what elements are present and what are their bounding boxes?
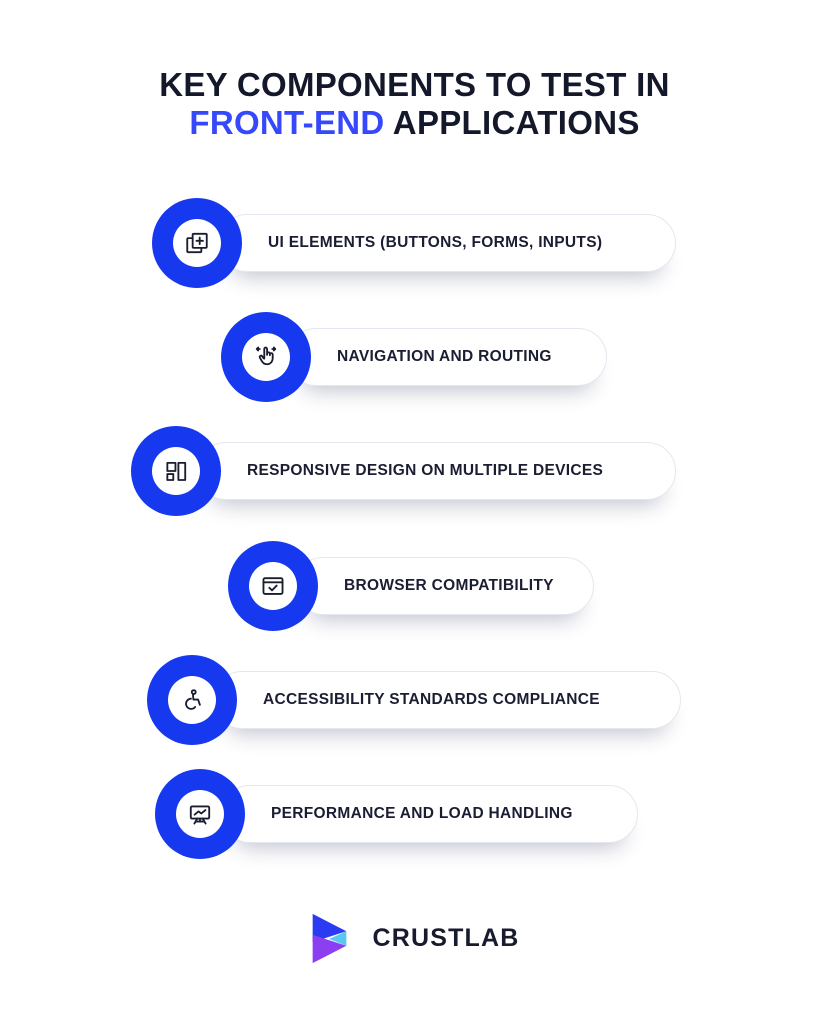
crustlab-logo-icon [309, 912, 350, 965]
item-label: RESPONSIVE DESIGN ON MULTIPLE DEVICES [247, 462, 604, 479]
item-icon-disc [249, 562, 297, 610]
list-item-responsive-design [131, 426, 676, 516]
brand-wordmark: CRUSTLAB [372, 924, 520, 952]
title-line1: KEY COMPONENTS TO TEST IN [159, 66, 670, 103]
swipe-gesture-icon [253, 344, 279, 370]
item-icon-badge [228, 541, 318, 631]
accessibility-icon [179, 687, 205, 713]
title-line2 [0, 104, 829, 142]
item-icon-disc [152, 447, 200, 495]
footer-brand [0, 912, 829, 965]
item-icon-badge [155, 769, 245, 859]
title-line2-rest: APPLICATIONS [384, 104, 640, 141]
item-icon-badge [152, 198, 242, 288]
item-label: PERFORMANCE AND LOAD HANDLING [271, 805, 573, 822]
layout-icon [163, 458, 189, 484]
item-label: ACCESSIBILITY STANDARDS COMPLIANCE [263, 691, 600, 708]
title-highlight: FRONT-END [189, 104, 385, 141]
browser-check-icon [260, 573, 286, 599]
copy-plus-icon [184, 230, 210, 256]
item-icon-disc [242, 333, 290, 381]
item-label: UI ELEMENTS (BUTTONS, FORMS, INPUTS) [268, 234, 603, 251]
item-label: BROWSER COMPATIBILITY [344, 577, 554, 594]
list-item-accessibility [147, 655, 681, 745]
item-icon-badge [147, 655, 237, 745]
item-icon-badge [221, 312, 311, 402]
item-icon-disc [168, 676, 216, 724]
list-item-navigation-routing [221, 312, 607, 402]
item-label: NAVIGATION AND ROUTING [337, 348, 552, 365]
item-icon-disc [176, 790, 224, 838]
page-title [0, 66, 829, 142]
list-item-ui-elements [152, 198, 676, 288]
list-item-performance [155, 769, 638, 859]
item-icon-disc [173, 219, 221, 267]
performance-board-icon [187, 801, 213, 827]
item-icon-badge [131, 426, 221, 516]
list-item-browser-compatibility [228, 541, 594, 631]
